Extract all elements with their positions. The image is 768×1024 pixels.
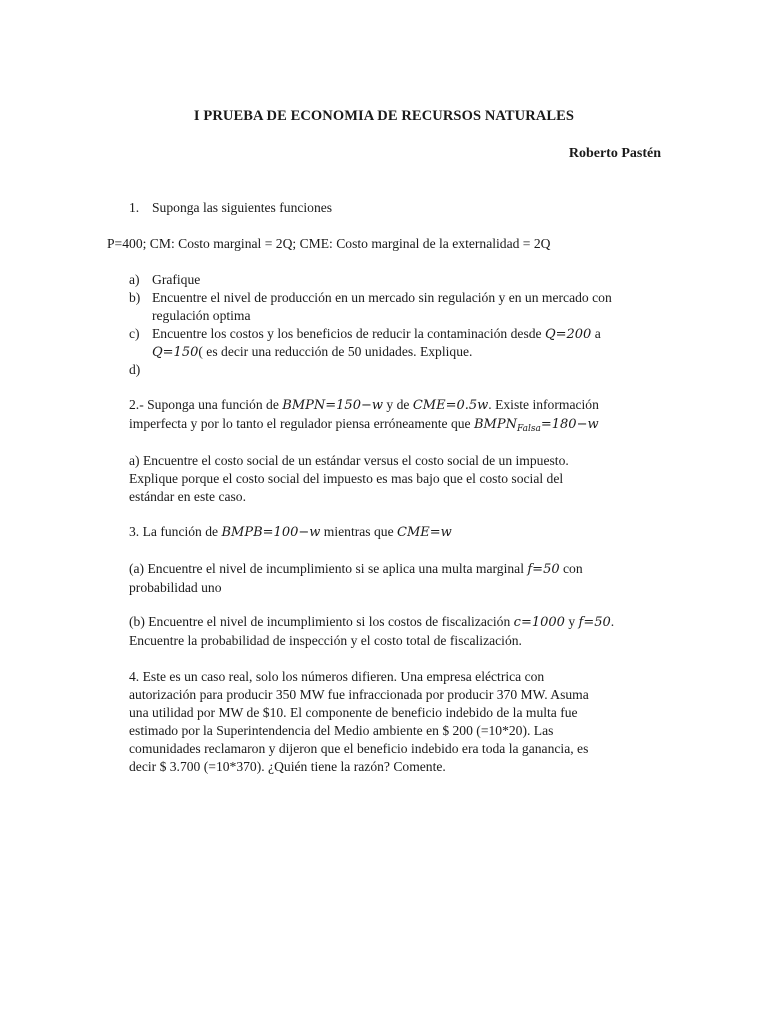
item-b-text-line1: Encuentre el nivel de producción en un mercado sin regulación y en un mercado con bbox=[152, 290, 612, 305]
q2-math-cme: CME=0.5w bbox=[412, 398, 489, 413]
item-c-text-pre: Encuentre los costos y los beneficios de reducir la contaminación desde bbox=[152, 326, 545, 341]
item-b-text-line2: regulación optima bbox=[152, 308, 251, 323]
q3-part-b-line2: Encuentre la probabilidad de inspección y el costo total de fiscalización. bbox=[129, 633, 522, 648]
q4-line-4: estimado por la Superintendencia del Medio ambiente en $ 200 (=10*20). Las bbox=[129, 723, 554, 738]
item-c-math-q200: Q=200 bbox=[544, 327, 592, 342]
question-3-part-a bbox=[129, 560, 664, 597]
q3-part-b-text-post: . bbox=[610, 614, 615, 629]
question-3-intro bbox=[129, 523, 664, 542]
q3-math-f2: f=50 bbox=[578, 615, 611, 630]
q2-part-a-line1: a) Encuentre el costo social de un estándar versus el costo social de un impuesto. bbox=[129, 453, 569, 468]
q4-line-3: una utilidad por MW de $10. El componente de beneficio indebido de la multa fue bbox=[129, 705, 578, 720]
q3-part-b-text-mid: y bbox=[564, 614, 579, 629]
q4-line-6: decir $ 3.700 (=10*370). ¿Quién tiene la razón? Comente. bbox=[129, 759, 446, 774]
q2-part-a-line2: Explique porque el costo social del impuesto es mas bajo que el costo social del bbox=[129, 471, 564, 486]
author-name: Roberto Pastén bbox=[568, 146, 661, 161]
q2-math-falsa-rest: =180−w bbox=[540, 417, 599, 432]
q2-part-a-line3: estándar en este caso. bbox=[129, 489, 247, 504]
q3-text-mid: mientras que bbox=[320, 524, 398, 539]
q2-math-falsa-base: BMPN bbox=[473, 417, 517, 432]
q2-line2-text: imperfecta y por lo tanto el regulador piensa erróneamente que bbox=[129, 416, 474, 431]
item-c-line2 bbox=[152, 343, 664, 362]
q2-text-pre: 2.- Suponga una función de bbox=[129, 397, 283, 412]
q3-math-f: f=50 bbox=[527, 562, 560, 577]
q2-text-mid: y de bbox=[383, 397, 413, 412]
q2-math-bmpn: BMPN=150−w bbox=[282, 398, 383, 413]
q2-math-falsa-subscript: Falsa bbox=[516, 424, 541, 434]
item-d-marker: d) bbox=[129, 362, 141, 377]
question-1-item-c bbox=[129, 325, 664, 361]
question-1-text: Suponga las siguientes funciones bbox=[152, 200, 333, 215]
q3-math-cme: CME=w bbox=[397, 525, 452, 540]
question-1-functions: P=400; CM: Costo marginal = 2Q; CME: Costo marginal de la externalidad = 2Q bbox=[107, 236, 551, 251]
q2-text-post: . Existe información bbox=[488, 397, 599, 412]
document-title: I PRUEBA DE ECONOMIA DE RECURSOS NATURALES bbox=[193, 108, 575, 124]
question-1-marker: 1. bbox=[129, 200, 140, 215]
item-c-marker: c) bbox=[129, 326, 140, 341]
q3-part-b-text-pre: (b) Encuentre el nivel de incumplimiento si los costos de fiscalización bbox=[129, 614, 514, 629]
q3-text-pre: 3. La función de bbox=[129, 524, 222, 539]
q3-math-c: c=1000 bbox=[513, 615, 565, 630]
question-4 bbox=[129, 668, 664, 776]
q3-part-a-line2: probabilidad uno bbox=[129, 580, 222, 595]
question-2-intro bbox=[129, 396, 664, 438]
item-c-math-q150: Q=150 bbox=[152, 345, 199, 360]
q3-part-a-text-pre: (a) Encuentre el nivel de incumplimiento si se aplica una multa marginal bbox=[129, 561, 528, 576]
item-c-line1 bbox=[152, 325, 664, 344]
item-a-text: Grafique bbox=[152, 272, 201, 287]
question-1-item-b bbox=[129, 289, 664, 325]
question-2-part-a bbox=[129, 452, 664, 506]
item-b-marker: b) bbox=[129, 290, 141, 305]
question-3-part-b bbox=[129, 613, 664, 650]
item-c-text-mid: a bbox=[591, 326, 601, 341]
q3-part-a-text-post: con bbox=[559, 561, 583, 576]
q4-line-1: 4. Este es un caso real, solo los números difieren. Una empresa eléctrica con bbox=[129, 669, 545, 684]
item-a-marker: a) bbox=[129, 272, 140, 287]
q2-math-bmpn-falsa bbox=[474, 417, 599, 432]
item-c-text-post: ( es decir una reducción de 50 unidades. Explique. bbox=[198, 344, 473, 359]
q4-line-5: comunidades reclamaron y dijeron que el beneficio indebido era toda la ganancia, es bbox=[129, 741, 589, 756]
q4-line-2: autorización para producir 350 MW fue infraccionada por producir 370 MW. Asuma bbox=[129, 687, 589, 702]
q3-math-bmpb: BMPB=100−w bbox=[221, 525, 321, 540]
